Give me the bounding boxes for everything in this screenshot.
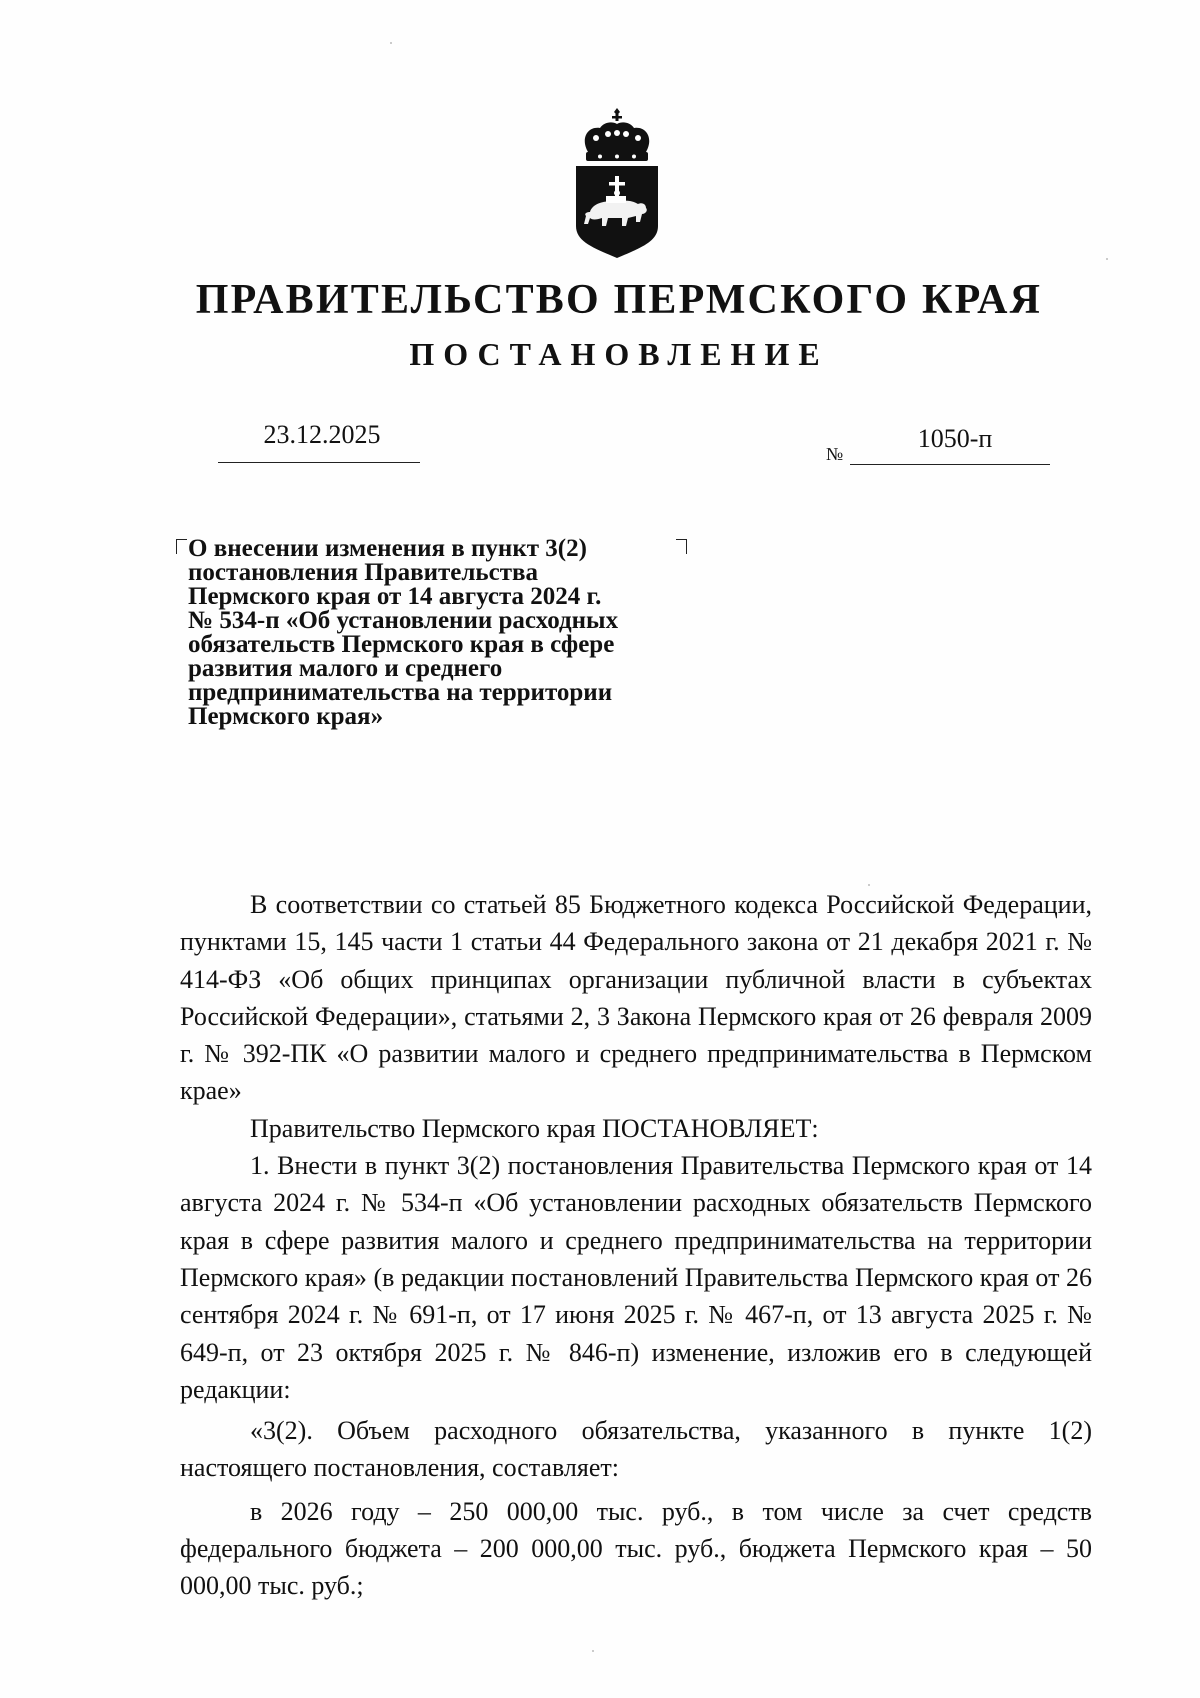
body-paragraph-preamble: В соответствии со статьей 85 Бюджетного кодекса Российской Федерации, пунктами 15, 145 части 1 статьи 44 Федерального закона от 21 декабря 2021 г. № 414-ФЗ «Об общих принципах организации публичной власти в субъектах Российской Федерации», статьями 2, 3 Закона Пермского края от 26 февраля 2009 г. № 392-ПК «О развитии малого и среднего предпринимательства в Пермском крае» xyxy=(180,890,1092,1106)
subject-line: О внесении изменения в пункт 3(2) xyxy=(188,535,587,562)
document-type: ПОСТАНОВЛЕНИЕ xyxy=(409,336,829,372)
body-paragraph-item-1: 1. Внести в пункт 3(2) постановления Правительства Пермского края от 14 августа 2024 г. № 534-п «Об установлении расходных обязательств Пермского края в сфере развития малого и среднего предпринимательства на территории Пермского края» (в редакции постановлений Правительства Пермского края от 26 сентября 2024 г. № 691-п, от 17 июня 2025 г. № 467-п, от 13 августа 2025 г. № 649-п, от 23 октября 2025 г. № 846-п) изменение, изложив его в следующей редакции: xyxy=(180,1151,1092,1404)
body-paragraph-resolves: Правительство Пермского края ПОСТАНОВЛЯЕТ: xyxy=(250,1113,819,1143)
subject-line: развития малого и среднего xyxy=(188,655,503,682)
document-subject xyxy=(188,537,688,729)
body-paragraph-new-wording: «3(2). Объем расходного обязательства, указанного в пункте 1(2) настоящего постановления, составляет: xyxy=(180,1416,1092,1483)
subject-line: № 534-п «Об установлении расходных xyxy=(188,607,619,634)
document-number-value: 1050-п xyxy=(917,424,993,453)
document-date xyxy=(218,420,420,463)
scan-speck xyxy=(868,884,870,886)
organization-title: ПРАВИТЕЛЬСТВО ПЕРМСКОГО КРАЯ xyxy=(195,277,1043,323)
subject-line: Пермского края от 14 августа 2024 г. xyxy=(188,583,602,610)
scan-speck xyxy=(592,1650,594,1652)
body-paragraph-amount-2026: в 2026 году – 250 000,00 тыс. руб., в том числе за счет средств федерального бюджета – 200 000,00 тыс. руб., бюджета Пермского края – 50 000,00 тыс. руб.; xyxy=(180,1496,1092,1601)
scan-speck xyxy=(390,42,392,44)
subject-line: постановления Правительства xyxy=(188,559,538,586)
document-date-value: 23.12.2025 xyxy=(263,420,381,449)
subject-corner-top-left xyxy=(176,539,187,554)
perm-krai-coat-of-arms-icon xyxy=(570,108,664,260)
scan-speck xyxy=(1106,258,1108,260)
subject-line: Пермского края» xyxy=(188,703,384,730)
document-body xyxy=(180,886,1092,1605)
subject-line: предпринимательства на территории xyxy=(188,679,613,706)
subject-line: обязательств Пермского края в сфере xyxy=(188,631,615,658)
document-number xyxy=(850,424,1050,465)
number-sign: № xyxy=(826,444,844,464)
